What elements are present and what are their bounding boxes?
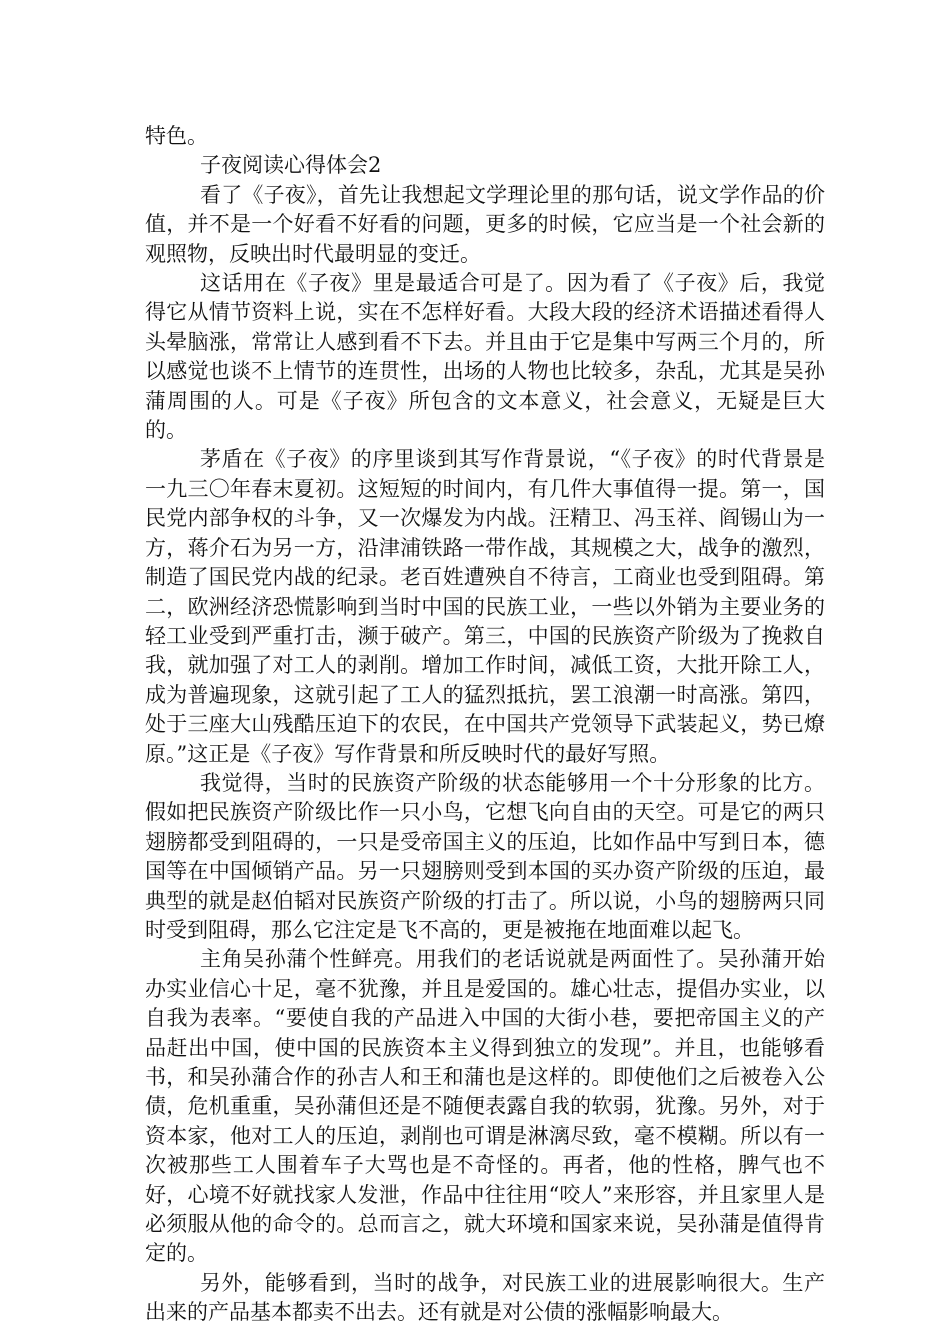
document-page [145,122,825,1328]
paragraph-5: 主角吴孙蒲个性鲜亮。用我们的老话说就是两面性了。吴孙蒲开始办实业信心十足，毫不犹豫，并且是爱国的。雄心壮志，提倡办实业，以自我为表率。“要使自我的产品进入中国的大街小巷，要把帝国主义的产品赶出中国，使中国的民族资本主义得到独立的发现”。并且，也能够看书，和吴孙蒲合作的孙吉人和王和蒲也是这样的。即使他们之后被卷入公债，危机重重，吴孙蒲但还是不随便表露自我的软弱，犹豫。另外，对于资本家，他对工人的压迫，剥削也可谓是淋漓尽致，毫不模糊。所以有一次被那些工人围着车子大骂也是不奇怪的。再者，他的性格，脾气也不好，心境不好就找家人发泄，作品中往往用“咬人”来形容，并且家里人是必须服从他的命令的。总而言之，就大环境和国家来说，吴孙蒲是值得肯定的。 [145,947,825,1266]
paragraph-1: 看了《子夜》，首先让我想起文学理论里的那句话，说文学作品的价值，并不是一个好看不好看的问题，更多的时候，它应当是一个社会新的观照物，反映出时代最明显的变迁。 [145,182,825,266]
paragraph-4: 我觉得，当时的民族资产阶级的状态能够用一个十分形象的比方。假如把民族资产阶级比作一只小鸟，它想飞向自由的天空。可是它的两只翅膀都受到阻碍的，一只是受帝国主义的压迫，比如作品中写到日本，德国等在中国倾销产品。另一只翅膀则受到本国的买办资产阶级的压迫，最典型的就是赵伯韬对民族资产阶级的打击了。所以说，小鸟的翅膀两只同时受到阻碍，那么它注定是飞不高的，更是被拖在地面难以起飞。 [145,770,825,942]
paragraph-6: 另外，能够看到，当时的战争，对民族工业的进展影响很大。生产出来的产品基本都卖不出去。还有就是对公债的涨幅影响最大。 [145,1270,825,1325]
paragraph-2: 这话用在《子夜》里是最适合可是了。因为看了《子夜》后，我觉得它从情节资料上说，实在不怎样好看。大段大段的经济术语描述看得人头晕脑涨，常常让人感到看不下去。并且由于它是集中写两三个月的，所以感觉也谈不上情节的连贯性，出场的人物也比较多，杂乱，尤其是吴孙蒲周围的人。可是《子夜》所包含的文本意义，社会意义，无疑是巨大的。 [145,271,825,443]
lead-fragment: 特色。 [145,124,208,148]
paragraph-3: 茅盾在《子夜》的序里谈到其写作背景说，“《子夜》的时代背景是一九三〇年春末夏初。这短短的时间内，有几件大事值得一提。第一，国民党内部争权的斗争，又一次爆发为内战。汪精卫、冯玉祥、阎锡山为一方，蒋介石为另一方，沿津浦铁路一带作战，其规模之大，战争的激烈，制造了国民党内战的纪录。老百姓遭殃自不待言，工商业也受到阻碍。第二，欧洲经济恐慌影响到当时中国的民族工业，一些以外销为主要业务的轻工业受到严重打击，濒于破产。第三，中国的民族资产阶级为了挽救自我，就加强了对工人的剥削。增加工作时间，减低工资，大批开除工人，成为普遍现象，这就引起了工人的猛烈抵抗，罢工浪潮一时高涨。第四，处于三座大山残酷压迫下的农民，在中国共产党领导下武装起义，势已燎原。”这正是《子夜》写作背景和所反映时代的最好写照。 [145,447,825,766]
section-title: 子夜阅读心得体会2 [200,153,382,178]
